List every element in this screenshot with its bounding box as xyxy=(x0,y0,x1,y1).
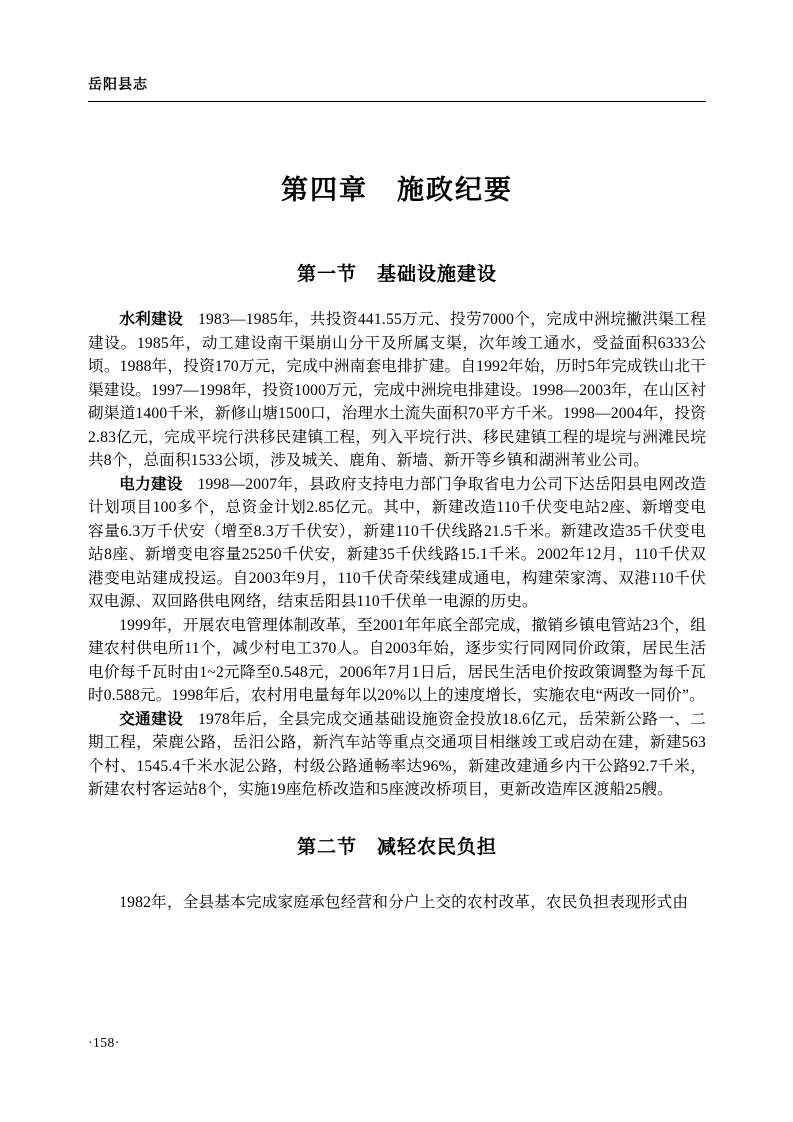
paragraph-rural-power-reform: 1999年，开展农电管理体制改革，至2001年年底全部完成，撤销乡镇电管站23个，组建农村供电所11个，减少村电工370人。自2003年始，逐步实行同网同价政策，居民生活电价每千瓦时由1~2元降至0.548元，2006年7月1日后，居民生活电价按政策调整为每千瓦时0.588元。1998年后，农村用电量每年以20%以上的速度增长，实施农电“两改一同价”。 xyxy=(88,616,706,704)
section-2-body xyxy=(88,891,706,915)
paragraph-lead-transport: 交通建设 xyxy=(119,710,184,728)
paragraph-lead-water: 水利建设 xyxy=(119,311,184,328)
section-2-title: 第二节 减轻农民负担 xyxy=(296,836,497,858)
paragraph-text-water: 1983—1985年，共投资441.55万元、投劳7000个，完成中洲垸撇洪渠工程建设。1985年，动工建设南干渠崩山分干及所属支渠，次年竣工通水，受益面积6333公顷。1988年，投资170万元，完成中洲南套电排扩建。自1992年始，历时5年完成铁山北干渠建设。1997—1998年，投资1000万元，完成中洲垸电排建设。1998—2003年，在山区衬砌渠道1400千米，新修山塘1500口，治理水土流失面积70平方千米。1998—2004年，投资2.83亿元，完成平垸行洪移民建镇工程，列入平垸行洪、移民建镇工程的堤垸与洲滩民垸共8个，总面积1533公顷，涉及城关、鹿角、新墙、新开等乡镇和湖洲苇业公司。 xyxy=(88,311,706,469)
chapter-title: 第四章 施政纪要 xyxy=(281,175,513,205)
page-content xyxy=(88,0,706,914)
section-1-title: 第一节 基础设施建设 xyxy=(296,264,497,285)
paragraph-lead-power: 电力建设 xyxy=(119,475,183,493)
paragraph-text-power: 1998—2007年，县政府支持电力部门争取省电力公司下达岳阳县电网改造计划项目100多个，总资金计划2.85亿元。其中，新建改造110千伏变电站2座、新增变电容量6.3万千伏安（增至8.3万千伏安），新建110千伏线路21.5千米。新建改造35千伏变电站8座、新增变电容量25250千伏安，新建35千伏线路15.1千米。2002年12月，110千伏双港变电站建成投运。自2003年9月，110千伏奇荣线建成通电，构建荣家湾、双港110千伏双电源、双回路供电网络，结束岳阳县110千伏单一电源的历史。 xyxy=(88,475,706,610)
paragraph-water-construction xyxy=(88,308,706,473)
page-number: ·158· xyxy=(88,1035,120,1050)
paragraph-farmer-burden: 1982年，全县基本完成家庭承包经营和分户上交的农村改革，农民负担表现形式由 xyxy=(119,893,689,911)
paragraph-transport-construction xyxy=(88,708,706,802)
section-1-body xyxy=(88,308,706,802)
paragraph-text-transport: 1978年后，全县完成交通基础设施资金投放18.6亿元，岳荣新公路一、二期工程，荣鹿公路，岳汨公路，新汽车站等重点交通项目相继竣工或启动在建，新建563个村、1545.4千米水泥公路，村级公路通畅率达96%，新建改建通乡内干公路92.7千米，新建农村客运站8个，实施19座危桥改造和5座渡改桥项目，更新改造库区渡船25艘。 xyxy=(88,710,706,798)
running-header: 岳阳县志 xyxy=(88,74,706,102)
paragraph-power-construction xyxy=(88,473,706,614)
